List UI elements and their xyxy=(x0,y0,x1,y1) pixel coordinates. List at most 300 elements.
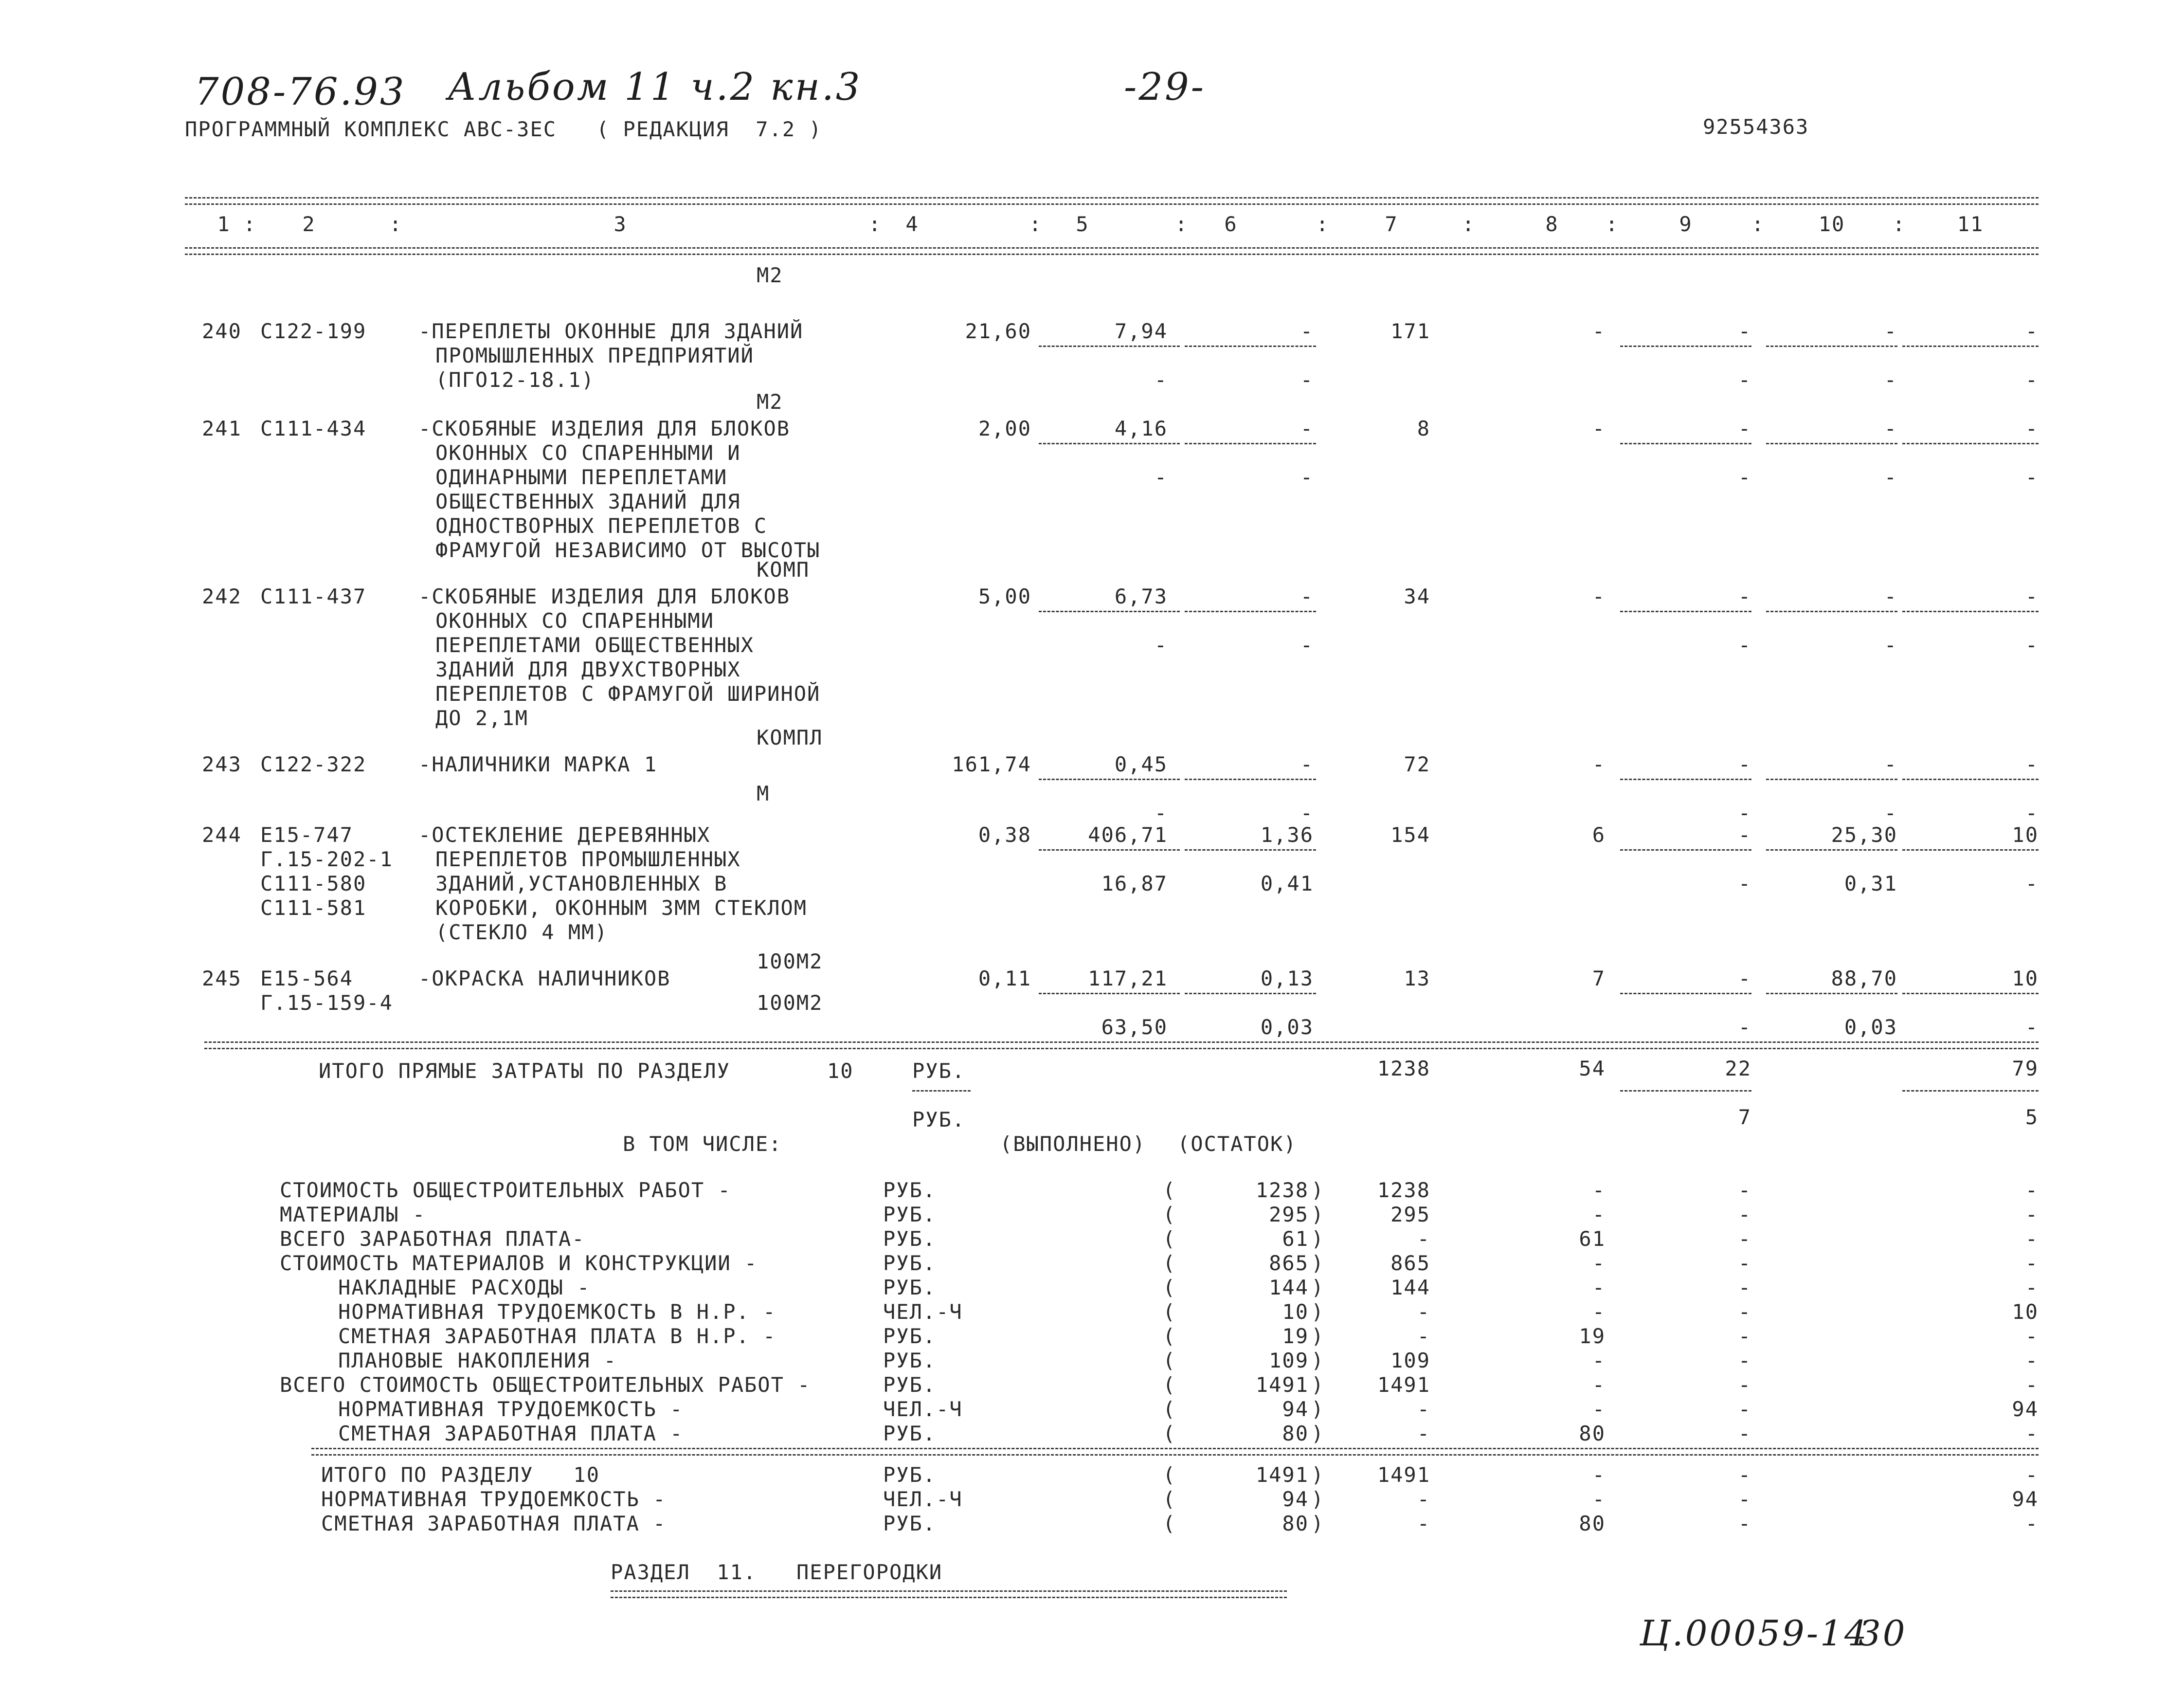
row-c8: - xyxy=(1592,584,1606,608)
row-number: 245 xyxy=(202,967,242,990)
section-total-col8: - xyxy=(1592,1463,1606,1487)
column-header-10: 10 xyxy=(1818,212,1845,236)
breakdown-value: 80 xyxy=(1282,1422,1309,1445)
row-cell-divider xyxy=(1766,993,1897,994)
row-c5: 406,71 xyxy=(1088,823,1168,847)
row-c11-sub: - xyxy=(2025,465,2039,489)
row-c11-sub: - xyxy=(2025,1015,2039,1039)
row-cell-divider xyxy=(1039,443,1180,444)
row-description: (СТЕКЛО 4 ММ) xyxy=(435,920,608,944)
column-header-5: 5 xyxy=(1076,212,1089,236)
column-header-2: 2 xyxy=(302,212,316,236)
breakdown-value: 144 xyxy=(1269,1276,1309,1299)
row-description: ЗДАНИЙ ДЛЯ ДВУХСТВОРНЫХ xyxy=(435,657,741,681)
row-qty: 0,11 xyxy=(978,967,1031,990)
row-cell-divider xyxy=(1620,611,1751,612)
row-c11: 10 xyxy=(2012,967,2039,990)
row-c8: - xyxy=(1592,752,1606,776)
breakdown-col11: - xyxy=(2025,1324,2039,1348)
row-c11-sub: - xyxy=(2025,368,2039,392)
row-qty: 2,00 xyxy=(978,417,1031,440)
row-description: -НАЛИЧНИКИ МАРКА 1 xyxy=(418,752,658,776)
breakdown-paren: ( xyxy=(1163,1397,1176,1421)
breakdown-col9: - xyxy=(1738,1203,1751,1226)
breakdown-paren: ( xyxy=(1163,1373,1176,1397)
breakdown-col11: - xyxy=(2025,1276,2039,1299)
row-code: С122-322 xyxy=(260,752,367,776)
row-cell-divider xyxy=(1185,779,1316,780)
row-cell-divider xyxy=(1902,779,2039,780)
row-c7: 34 xyxy=(1404,584,1430,608)
row-c11-sub: - xyxy=(2025,872,2039,895)
column-separator: : xyxy=(243,212,257,236)
section-total-paren: ( xyxy=(1163,1512,1176,1535)
row-unit: М xyxy=(757,782,770,805)
breakdown-label: СТОИМОСТЬ МАТЕРИАЛОВ И КОНСТРУКЦИИ - xyxy=(280,1251,758,1275)
row-c10: 88,70 xyxy=(1831,967,1897,990)
column-header-8: 8 xyxy=(1545,212,1559,236)
row-c6: - xyxy=(1300,319,1314,343)
row-description: ФРАМУГОЙ НЕЗАВИСИМО ОТ ВЫСОТЫ xyxy=(435,538,821,562)
row-c9: - xyxy=(1738,967,1751,990)
breakdown-label: СМЕТНАЯ ЗАРАБОТНАЯ ПЛАТА - xyxy=(338,1422,684,1445)
breakdown-col11: 10 xyxy=(2012,1300,2039,1324)
breakdown-value: 61 xyxy=(1282,1227,1309,1251)
row-c8: - xyxy=(1592,319,1606,343)
row-c5: 4,16 xyxy=(1114,417,1168,440)
breakdown-label: ВСЕГО СТОИМОСТЬ ОБЩЕСТРОИТЕЛЬНЫХ РАБОТ - xyxy=(280,1373,811,1397)
column-header-3: 3 xyxy=(614,212,627,236)
row-c8: 6 xyxy=(1592,823,1606,847)
section-total-paren: ) xyxy=(1311,1512,1325,1535)
row-c5-sub: - xyxy=(1154,633,1168,657)
breakdown-label: НОРМАТИВНАЯ ТРУДОЕМКОСТЬ - xyxy=(338,1397,684,1421)
breakdown-col7: - xyxy=(1417,1324,1430,1348)
row-cell-divider xyxy=(1902,443,2039,444)
breakdown-value: 295 xyxy=(1269,1203,1309,1226)
row-cell-divider xyxy=(1902,849,2039,851)
row-cell-divider xyxy=(1039,993,1180,994)
row-description: (ПГО12-18.1) xyxy=(435,368,595,392)
section-total-col11: - xyxy=(2025,1463,2039,1487)
breakdown-paren: ) xyxy=(1311,1422,1325,1445)
breakdown-col7: 295 xyxy=(1390,1203,1430,1226)
column-header-7: 7 xyxy=(1385,212,1398,236)
breakdown-unit: РУБ. xyxy=(883,1324,937,1348)
breakdown-label: МАТЕРИАЛЫ - xyxy=(280,1203,426,1226)
row-description: ОДНОСТВОРНЫХ ПЕРЕПЛЕТОВ С xyxy=(435,514,768,538)
section-total-label: СМЕТНАЯ ЗАРАБОТНАЯ ПЛАТА - xyxy=(321,1512,667,1535)
breakdown-col11: - xyxy=(2025,1373,2039,1397)
row-c11: - xyxy=(2025,584,2039,608)
row-c9: - xyxy=(1738,752,1751,776)
breakdown-col8: - xyxy=(1592,1397,1606,1421)
row-c6: - xyxy=(1300,752,1314,776)
breakdown-col7: 144 xyxy=(1390,1276,1430,1299)
breakdown-paren: ) xyxy=(1311,1300,1325,1324)
breakdown-label: СТОИМОСТЬ ОБЩЕСТРОИТЕЛЬНЫХ РАБОТ - xyxy=(280,1178,731,1202)
row-c11-sub: - xyxy=(2025,801,2039,825)
row-cell-divider xyxy=(1039,346,1180,347)
row-code: Г.15-159-4 xyxy=(260,991,393,1015)
breakdown-col11: - xyxy=(2025,1203,2039,1226)
section-total-unit: ЧЕЛ.-Ч xyxy=(883,1487,963,1511)
row-c11: - xyxy=(2025,319,2039,343)
breakdown-paren: ( xyxy=(1163,1300,1176,1324)
row-c5-sub: - xyxy=(1154,801,1168,825)
row-c10-sub: - xyxy=(1884,633,1897,657)
column-header-1: 1 xyxy=(217,212,231,236)
row-c5-sub: - xyxy=(1154,465,1168,489)
row-cell-divider xyxy=(1185,611,1316,612)
row-c6: - xyxy=(1300,417,1314,440)
row-unit: М2 xyxy=(757,390,783,414)
breakdown-value: 865 xyxy=(1269,1251,1309,1275)
row-description: -ОКРАСКА НАЛИЧНИКОВ xyxy=(418,967,671,990)
breakdown-col8: 80 xyxy=(1579,1422,1606,1445)
document-number: 92554363 xyxy=(1703,115,1809,139)
column-header-9: 9 xyxy=(1679,212,1693,236)
breakdown-value: 19 xyxy=(1282,1324,1309,1348)
program-header: ПРОГРАММНЫЙ КОМПЛЕКС АВС-3ЕС ( РЕДАКЦИЯ 7.2 ) xyxy=(185,117,822,141)
column-separator: : xyxy=(868,212,882,236)
section-total-col9: - xyxy=(1738,1487,1751,1511)
row-c6: - xyxy=(1300,584,1314,608)
breakdown-col11: - xyxy=(2025,1349,2039,1372)
breakdown-col7: 1238 xyxy=(1377,1178,1430,1202)
row-c11: 10 xyxy=(2012,823,2039,847)
row-description: -ПЕРЕПЛЕТЫ ОКОННЫЕ ДЛЯ ЗДАНИЙ xyxy=(418,319,804,343)
archive-page: 30 xyxy=(1859,1613,1907,1654)
section-total-col7: - xyxy=(1417,1487,1430,1511)
row-description: ОДИНАРНЫМИ ПЕРЕПЛЕТАМИ xyxy=(435,465,728,489)
breakdown-label: ВСЕГО ЗАРАБОТНАЯ ПЛАТА- xyxy=(280,1227,585,1251)
row-cell-divider xyxy=(1766,611,1897,612)
header-bottom-rule xyxy=(185,247,2039,255)
breakdown-paren: ) xyxy=(1311,1397,1325,1421)
row-code: С111-580 xyxy=(260,872,367,895)
row-c10: - xyxy=(1884,584,1897,608)
row-c10-sub: - xyxy=(1884,801,1897,825)
row-cell-divider xyxy=(1185,849,1316,851)
breakdown-unit: РУБ. xyxy=(883,1178,937,1202)
row-cell-divider xyxy=(1185,346,1316,347)
row-c6-sub: - xyxy=(1300,465,1314,489)
row-description: ПЕРЕПЛЕТОВ С ФРАМУГОЙ ШИРИНОЙ xyxy=(435,682,821,706)
row-cell-divider xyxy=(1766,346,1897,347)
row-qty: 0,38 xyxy=(978,823,1031,847)
breakdown-unit: РУБ. xyxy=(883,1203,937,1226)
breakdown-col11: - xyxy=(2025,1422,2039,1445)
row-cell-divider xyxy=(1620,779,1751,780)
breakdown-paren: ) xyxy=(1311,1251,1325,1275)
row-code: С111-581 xyxy=(260,896,367,920)
row-unit: 100М2 xyxy=(757,949,823,973)
row-c8: - xyxy=(1592,417,1606,440)
breakdown-col8: - xyxy=(1592,1373,1606,1397)
breakdown-col9: - xyxy=(1738,1324,1751,1348)
row-number: 242 xyxy=(202,584,242,608)
breakdown-col7: - xyxy=(1417,1422,1430,1445)
totals-top-rule xyxy=(204,1041,2039,1049)
breakdown-col11: - xyxy=(2025,1251,2039,1275)
row-c5-sub: 63,50 xyxy=(1101,1015,1168,1039)
breakdown-col9: - xyxy=(1738,1397,1751,1421)
row-description: -СКОБЯНЫЕ ИЗДЕЛИЯ ДЛЯ БЛОКОВ xyxy=(418,584,791,608)
totals-col9-underline xyxy=(1620,1090,1751,1092)
row-description: ПЕРЕПЛЕТОВ ПРОМЫШЛЕННЫХ xyxy=(435,847,741,871)
breakdown-value: 10 xyxy=(1282,1300,1309,1324)
row-description: ПЕРЕПЛЕТАМИ ОБЩЕСТВЕННЫХ xyxy=(435,633,754,657)
section-total-label: ИТОГО ПО РАЗДЕЛУ 10 xyxy=(321,1463,600,1487)
row-cell-divider xyxy=(1039,779,1180,780)
row-c10-sub: 0,31 xyxy=(1844,872,1897,895)
page-number: -29- xyxy=(1124,65,1206,109)
totals-unit-underline xyxy=(912,1090,971,1092)
breakdown-value: 1491 xyxy=(1255,1373,1309,1397)
breakdown-col7: 865 xyxy=(1390,1251,1430,1275)
section-total-paren: ( xyxy=(1163,1487,1176,1511)
breakdown-paren: ) xyxy=(1311,1349,1325,1372)
row-c6-sub: - xyxy=(1300,633,1314,657)
done-label: (ВЫПОЛНЕНО) xyxy=(1000,1132,1146,1156)
row-cell-divider xyxy=(1902,611,2039,612)
row-c10: 25,30 xyxy=(1831,823,1897,847)
breakdown-paren: ) xyxy=(1311,1178,1325,1202)
row-c9: - xyxy=(1738,417,1751,440)
breakdown-paren: ( xyxy=(1163,1203,1176,1226)
row-qty: 21,60 xyxy=(965,319,1031,343)
column-separator: : xyxy=(1751,212,1765,236)
row-c9-sub: - xyxy=(1738,368,1751,392)
rest-label: (ОСТАТОК) xyxy=(1177,1132,1297,1156)
column-separator: : xyxy=(1462,212,1476,236)
column-header-11: 11 xyxy=(1957,212,1984,236)
breakdown-col9: - xyxy=(1738,1422,1751,1445)
row-cell-divider xyxy=(1620,849,1751,851)
totals-unit-2: РУБ. xyxy=(912,1108,966,1131)
breakdown-paren: ) xyxy=(1311,1373,1325,1397)
row-unit: М2 xyxy=(757,263,783,287)
row-c9-sub: - xyxy=(1738,1015,1751,1039)
breakdown-col7: - xyxy=(1417,1227,1430,1251)
column-separator: : xyxy=(1606,212,1619,236)
section-total-value: 80 xyxy=(1282,1512,1309,1535)
breakdown-value: 1238 xyxy=(1255,1178,1309,1202)
section-total-rule xyxy=(311,1448,2039,1456)
row-c10: - xyxy=(1884,417,1897,440)
breakdown-unit: ЧЕЛ.-Ч xyxy=(883,1300,963,1324)
breakdown-paren: ) xyxy=(1311,1203,1325,1226)
breakdown-col9: - xyxy=(1738,1227,1751,1251)
totals-unit: РУБ. xyxy=(912,1059,966,1083)
breakdown-col9: - xyxy=(1738,1251,1751,1275)
totals-col9-sub: 7 xyxy=(1738,1105,1751,1129)
totals-col11: 79 xyxy=(2012,1057,2039,1080)
row-description: ОКОННЫХ СО СПАРЕННЫМИ xyxy=(435,609,715,633)
row-cell-divider xyxy=(1039,849,1180,851)
section-total-col7: 1491 xyxy=(1377,1463,1430,1487)
section-total-paren: ) xyxy=(1311,1487,1325,1511)
archive-code: Ц.00059-14 xyxy=(1640,1613,1869,1654)
next-section-underline xyxy=(611,1590,1287,1598)
header-top-rule xyxy=(185,197,2039,205)
row-description: ПРОМЫШЛЕННЫХ ПРЕДПРИЯТИЙ xyxy=(435,344,754,367)
row-c6-sub: - xyxy=(1300,368,1314,392)
breakdown-col8: 19 xyxy=(1579,1324,1606,1348)
row-c8: 7 xyxy=(1592,967,1606,990)
row-c10-sub: 0,03 xyxy=(1844,1015,1897,1039)
breakdown-paren: ( xyxy=(1163,1349,1176,1372)
row-c11: - xyxy=(2025,417,2039,440)
row-code: Г.15-202-1 xyxy=(260,847,393,871)
row-c5: 117,21 xyxy=(1088,967,1168,990)
row-c7: 13 xyxy=(1404,967,1430,990)
section-total-col11: 94 xyxy=(2012,1487,2039,1511)
row-c7: 72 xyxy=(1404,752,1430,776)
breakdown-paren: ) xyxy=(1311,1227,1325,1251)
section-total-value: 94 xyxy=(1282,1487,1309,1511)
section-total-col9: - xyxy=(1738,1512,1751,1535)
section-total-unit: РУБ. xyxy=(883,1463,937,1487)
breakdown-col11: 94 xyxy=(2012,1397,2039,1421)
breakdown-col8: - xyxy=(1592,1178,1606,1202)
section-total-paren: ) xyxy=(1311,1463,1325,1487)
row-c9: - xyxy=(1738,823,1751,847)
totals-col8: 54 xyxy=(1579,1057,1606,1080)
row-c11: - xyxy=(2025,752,2039,776)
row-unit: КОМП xyxy=(757,558,810,582)
breakdown-col11: - xyxy=(2025,1227,2039,1251)
row-c7: 8 xyxy=(1417,417,1430,440)
column-separator: : xyxy=(1316,212,1330,236)
row-c10-sub: - xyxy=(1884,368,1897,392)
row-number: 244 xyxy=(202,823,242,847)
column-separator: : xyxy=(1029,212,1043,236)
row-cell-divider xyxy=(1902,346,2039,347)
row-c6-sub: 0,03 xyxy=(1260,1015,1314,1039)
row-description: -СКОБЯНЫЕ ИЗДЕЛИЯ ДЛЯ БЛОКОВ xyxy=(418,417,791,440)
row-number: 243 xyxy=(202,752,242,776)
row-description: -ОСТЕКЛЕНИЕ ДЕРЕВЯННЫХ xyxy=(418,823,711,847)
row-c10: - xyxy=(1884,752,1897,776)
breakdown-paren: ( xyxy=(1163,1178,1176,1202)
breakdown-label: СМЕТНАЯ ЗАРАБОТНАЯ ПЛАТА В Н.Р. - xyxy=(338,1324,776,1348)
row-c10: - xyxy=(1884,319,1897,343)
totals-col11-underline xyxy=(1902,1090,2039,1092)
column-separator: : xyxy=(389,212,403,236)
row-c5: 7,94 xyxy=(1114,319,1168,343)
column-separator: : xyxy=(1175,212,1189,236)
section-total-value: 1491 xyxy=(1255,1463,1309,1487)
row-cell-divider xyxy=(1185,993,1316,994)
row-description: ДО 2,1М xyxy=(435,706,529,730)
row-unit-inline: 100М2 xyxy=(757,991,823,1015)
breakdown-unit: РУБ. xyxy=(883,1276,937,1299)
breakdown-paren: ) xyxy=(1311,1276,1325,1299)
breakdown-label: НАКЛАДНЫЕ РАСХОДЫ - xyxy=(338,1276,591,1299)
row-code: С122-199 xyxy=(260,319,367,343)
breakdown-col8: - xyxy=(1592,1349,1606,1372)
breakdown-col9: - xyxy=(1738,1178,1751,1202)
row-cell-divider xyxy=(1039,611,1180,612)
row-cell-divider xyxy=(1902,993,2039,994)
row-description: КОРОБКИ, ОКОННЫМ 3ММ СТЕКЛОМ xyxy=(435,896,808,920)
breakdown-label: ПЛАНОВЫЕ НАКОПЛЕНИЯ - xyxy=(338,1349,617,1372)
section-total-col8: - xyxy=(1592,1487,1606,1511)
column-separator: : xyxy=(1893,212,1906,236)
row-description: ОКОННЫХ СО СПАРЕННЫМИ И xyxy=(435,441,741,465)
row-cell-divider xyxy=(1620,346,1751,347)
row-description: ОБЩЕСТВЕННЫХ ЗДАНИЙ ДЛЯ xyxy=(435,490,741,513)
breakdown-col7: 109 xyxy=(1390,1349,1430,1372)
breakdown-col8: - xyxy=(1592,1300,1606,1324)
row-cell-divider xyxy=(1766,779,1897,780)
section-total-label: НОРМАТИВНАЯ ТРУДОЕМКОСТЬ - xyxy=(321,1487,667,1511)
breakdown-col9: - xyxy=(1738,1276,1751,1299)
row-qty: 161,74 xyxy=(952,752,1031,776)
breakdown-paren: ) xyxy=(1311,1324,1325,1348)
column-header-6: 6 xyxy=(1224,212,1238,236)
row-c5: 0,45 xyxy=(1114,752,1168,776)
breakdown-col8: - xyxy=(1592,1276,1606,1299)
section-total-col9: - xyxy=(1738,1463,1751,1487)
breakdown-value: 109 xyxy=(1269,1349,1309,1372)
row-c9-sub: - xyxy=(1738,633,1751,657)
including-label: В ТОМ ЧИСЛЕ: xyxy=(623,1132,782,1156)
section-total-col7: - xyxy=(1417,1512,1430,1535)
breakdown-value: 94 xyxy=(1282,1397,1309,1421)
next-section-title: РАЗДЕЛ 11. ПЕРЕГОРОДКИ xyxy=(611,1560,943,1584)
totals-col7: 1238 xyxy=(1377,1057,1430,1080)
row-number: 241 xyxy=(202,417,242,440)
row-qty: 5,00 xyxy=(978,584,1031,608)
row-c9-sub: - xyxy=(1738,465,1751,489)
row-c9: - xyxy=(1738,584,1751,608)
row-c6-sub: 0,41 xyxy=(1260,872,1314,895)
breakdown-unit: РУБ. xyxy=(883,1251,937,1275)
row-code: Е15-747 xyxy=(260,823,354,847)
breakdown-col8: 61 xyxy=(1579,1227,1606,1251)
row-c5: 6,73 xyxy=(1114,584,1168,608)
breakdown-col11: - xyxy=(2025,1178,2039,1202)
breakdown-unit: ЧЕЛ.-Ч xyxy=(883,1397,963,1421)
breakdown-col7: 1491 xyxy=(1377,1373,1430,1397)
row-cell-divider xyxy=(1766,849,1897,851)
breakdown-col8: - xyxy=(1592,1251,1606,1275)
section-total-unit: РУБ. xyxy=(883,1512,937,1535)
section-total-paren: ( xyxy=(1163,1463,1176,1487)
breakdown-col9: - xyxy=(1738,1373,1751,1397)
breakdown-unit: РУБ. xyxy=(883,1227,937,1251)
album-code: 708-76.93 xyxy=(195,70,406,114)
breakdown-col9: - xyxy=(1738,1349,1751,1372)
row-description: ЗДАНИЙ,УСТАНОВЛЕННЫХ В xyxy=(435,872,728,895)
breakdown-paren: ( xyxy=(1163,1324,1176,1348)
breakdown-paren: ( xyxy=(1163,1422,1176,1445)
totals-col11-sub: 5 xyxy=(2025,1105,2039,1129)
row-c6: 0,13 xyxy=(1260,967,1314,990)
column-header-4: 4 xyxy=(905,212,919,236)
breakdown-col7: - xyxy=(1417,1397,1430,1421)
breakdown-paren: ( xyxy=(1163,1276,1176,1299)
row-c5-sub: - xyxy=(1154,368,1168,392)
row-c7: 154 xyxy=(1390,823,1430,847)
breakdown-paren: ( xyxy=(1163,1251,1176,1275)
row-c11-sub: - xyxy=(2025,633,2039,657)
totals-col9: 22 xyxy=(1725,1057,1751,1080)
totals-label: ИТОГО ПРЯМЫЕ ЗАТРАТЫ ПО РАЗДЕЛУ xyxy=(319,1059,730,1083)
